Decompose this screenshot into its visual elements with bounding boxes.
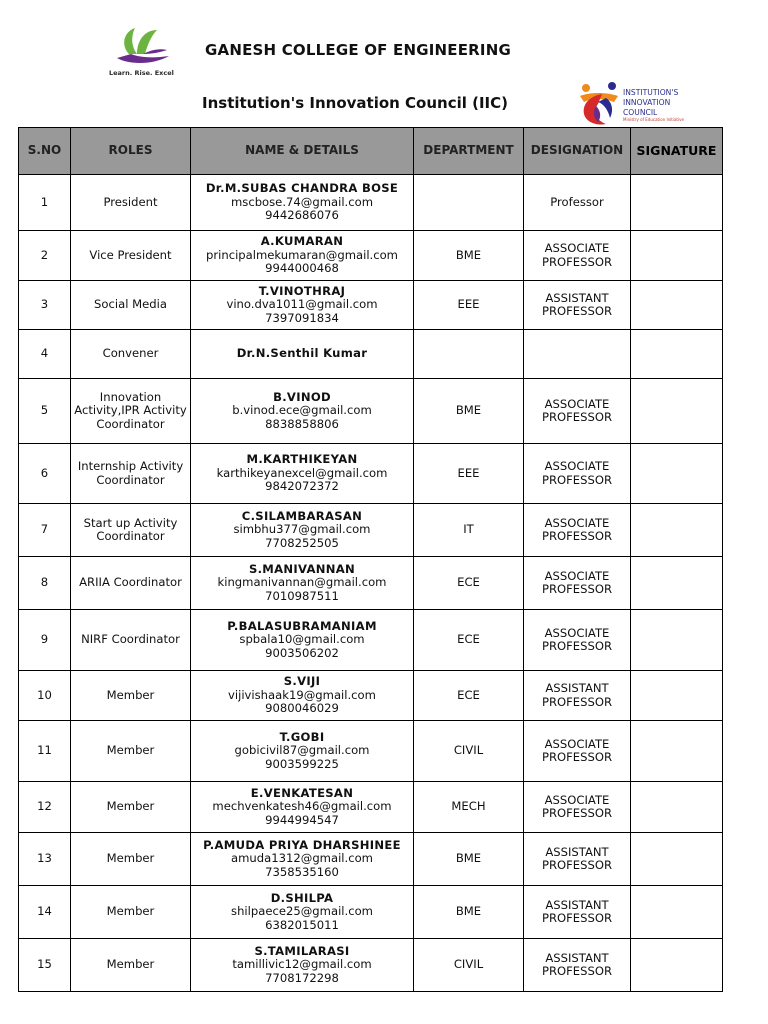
name-details-cell — [191, 782, 414, 833]
member-phone: 9003599225 — [265, 756, 339, 771]
table-row — [19, 330, 723, 379]
member-name: P.BALASUBRAMANIAM — [227, 618, 377, 633]
role-cell: Member — [71, 886, 191, 939]
iic-logo-line-2: INNOVATION — [623, 98, 671, 107]
college-logo — [107, 24, 175, 82]
serial-number-cell: 6 — [19, 444, 71, 504]
role-cell: Start up Activity Coordinator — [71, 504, 191, 557]
member-name: B.VINOD — [273, 389, 331, 404]
member-email: vino.dva1011@gmail.com — [226, 297, 378, 312]
role-cell: Member — [71, 939, 191, 992]
designation-cell: Professor — [524, 175, 631, 231]
designation-cell: ASSOCIATE PROFESSOR — [524, 610, 631, 671]
college-name: GANESH COLLEGE OF ENGINEERING — [205, 41, 511, 59]
column-header-designation: DESIGNATION — [524, 128, 631, 175]
table-row — [19, 782, 723, 833]
member-name: T.GOBI — [279, 729, 325, 744]
college-logo-tagline: Learn. Rise. Excel — [109, 69, 174, 77]
designation-cell: ASSISTANT PROFESSOR — [524, 833, 631, 886]
designation-cell: ASSOCIATE PROFESSOR — [524, 782, 631, 833]
department-cell: ECE — [414, 610, 524, 671]
member-name: C.SILAMBARASAN — [241, 508, 363, 523]
name-details-cell — [191, 721, 414, 782]
member-phone: 7358535160 — [265, 864, 339, 879]
member-phone: 7708252505 — [265, 535, 339, 550]
member-email: shilpaece25@gmail.com — [231, 904, 373, 919]
name-details-cell — [191, 886, 414, 939]
iic-logo-line-3: COUNCIL — [623, 108, 658, 117]
signature-cell — [631, 782, 723, 833]
name-details-cell — [191, 281, 414, 330]
role-cell: ARIIA Coordinator — [71, 557, 191, 610]
table-row — [19, 557, 723, 610]
member-email: b.vinod.ece@gmail.com — [232, 403, 372, 418]
column-header-signature: SIGNATURE — [631, 128, 723, 175]
role-cell: Member — [71, 671, 191, 721]
serial-number-cell: 13 — [19, 833, 71, 886]
signature-cell — [631, 504, 723, 557]
serial-number-cell: 10 — [19, 671, 71, 721]
table-body — [19, 175, 723, 992]
designation-cell: ASSOCIATE PROFESSOR — [524, 379, 631, 444]
serial-number-cell: 12 — [19, 782, 71, 833]
role-cell: Convener — [71, 330, 191, 379]
department-cell: BME — [414, 379, 524, 444]
iic-members-table — [18, 127, 723, 992]
designation-cell: ASSOCIATE PROFESSOR — [524, 557, 631, 610]
table-header-row — [19, 128, 723, 175]
member-name: S.MANIVANNAN — [248, 561, 356, 576]
role-cell: Innovation Activity,IPR Activity Coordinator — [71, 379, 191, 444]
department-cell: BME — [414, 231, 524, 281]
member-email: mechvenkatesh46@gmail.com — [212, 799, 392, 814]
member-name: T.VINOTHRAJ — [258, 283, 346, 298]
table-row — [19, 281, 723, 330]
signature-cell — [631, 886, 723, 939]
table-row — [19, 939, 723, 992]
designation-cell: ASSOCIATE PROFESSOR — [524, 444, 631, 504]
member-email: vijivishaak19@gmail.com — [228, 687, 376, 702]
iic-logo-mark-icon — [576, 80, 622, 128]
signature-cell — [631, 231, 723, 281]
table-row — [19, 886, 723, 939]
member-phone: 9944000468 — [265, 261, 339, 276]
designation-cell: ASSISTANT PROFESSOR — [524, 671, 631, 721]
role-cell: Vice President — [71, 231, 191, 281]
name-details-cell — [191, 379, 414, 444]
member-phone: 7397091834 — [265, 310, 339, 325]
name-details-cell — [191, 610, 414, 671]
member-phone: 9842072372 — [265, 479, 339, 494]
department-cell: EEE — [414, 444, 524, 504]
member-name: M.KARTHIKEYAN — [246, 452, 358, 467]
role-cell: Social Media — [71, 281, 191, 330]
department-cell — [414, 330, 524, 379]
member-phone: 7708172298 — [265, 970, 339, 985]
member-phone: 9442686076 — [265, 208, 339, 223]
council-title: Institution's Innovation Council (IIC) — [202, 94, 508, 112]
department-cell: CIVIL — [414, 721, 524, 782]
college-logo-mark-icon — [107, 24, 175, 68]
member-email: spbala10@gmail.com — [239, 632, 365, 647]
member-name: A.KUMARAN — [260, 234, 344, 249]
designation-cell: ASSISTANT PROFESSOR — [524, 281, 631, 330]
member-name: Dr.M.SUBAS CHANDRA BOSE — [205, 181, 399, 196]
designation-cell: ASSOCIATE PROFESSOR — [524, 231, 631, 281]
role-cell: Internship Activity Coordinator — [71, 444, 191, 504]
serial-number-cell: 1 — [19, 175, 71, 231]
department-cell: BME — [414, 833, 524, 886]
department-cell: IT — [414, 504, 524, 557]
serial-number-cell: 11 — [19, 721, 71, 782]
name-details-cell — [191, 330, 414, 379]
table-row — [19, 379, 723, 444]
name-details-cell — [191, 939, 414, 992]
designation-cell — [524, 330, 631, 379]
member-name: E.VENKATESAN — [250, 785, 354, 800]
signature-cell — [631, 175, 723, 231]
department-cell: ECE — [414, 671, 524, 721]
table-row — [19, 833, 723, 886]
table-row — [19, 231, 723, 281]
department-cell: CIVIL — [414, 939, 524, 992]
iic-logo-subtext: Ministry of Education Initiative — [623, 117, 684, 122]
signature-cell — [631, 671, 723, 721]
member-phone: 7010987511 — [265, 588, 339, 603]
serial-number-cell: 5 — [19, 379, 71, 444]
designation-cell: ASSOCIATE PROFESSOR — [524, 504, 631, 557]
role-cell: Member — [71, 833, 191, 886]
table-row — [19, 504, 723, 557]
member-phone: 9003506202 — [265, 645, 339, 660]
serial-number-cell: 15 — [19, 939, 71, 992]
table-row — [19, 610, 723, 671]
member-phone: 6382015011 — [265, 917, 339, 932]
member-email: mscbose.74@gmail.com — [230, 194, 373, 209]
department-cell — [414, 175, 524, 231]
name-details-cell — [191, 444, 414, 504]
designation-cell: ASSOCIATE PROFESSOR — [524, 721, 631, 782]
department-cell: EEE — [414, 281, 524, 330]
role-cell: President — [71, 175, 191, 231]
table-row — [19, 721, 723, 782]
role-cell: NIRF Coordinator — [71, 610, 191, 671]
signature-cell — [631, 281, 723, 330]
serial-number-cell: 2 — [19, 231, 71, 281]
department-cell: BME — [414, 886, 524, 939]
member-email: gobicivil87@gmail.com — [234, 743, 370, 758]
signature-cell — [631, 557, 723, 610]
role-cell: Member — [71, 721, 191, 782]
name-details-cell — [191, 175, 414, 231]
designation-cell: ASSISTANT PROFESSOR — [524, 886, 631, 939]
iic-logo-line-1: INSTITUTION'S — [623, 88, 679, 97]
serial-number-cell: 4 — [19, 330, 71, 379]
column-header-name-details: NAME & DETAILS — [191, 128, 414, 175]
department-cell: MECH — [414, 782, 524, 833]
member-phone: 9944994547 — [265, 812, 339, 827]
member-email: principalmekumaran@gmail.com — [206, 247, 398, 262]
serial-number-cell: 7 — [19, 504, 71, 557]
member-phone: 9080046029 — [265, 701, 339, 716]
signature-cell — [631, 330, 723, 379]
serial-number-cell: 3 — [19, 281, 71, 330]
designation-cell: ASSISTANT PROFESSOR — [524, 939, 631, 992]
name-details-cell — [191, 231, 414, 281]
iic-logo — [576, 80, 706, 128]
table-row — [19, 444, 723, 504]
member-phone: 8838858806 — [265, 416, 339, 431]
member-email: karthikeyanexcel@gmail.com — [216, 465, 388, 480]
member-name: P.AMUDA PRIYA DHARSHINEE — [203, 837, 401, 852]
table-row — [19, 175, 723, 231]
signature-cell — [631, 833, 723, 886]
signature-cell — [631, 610, 723, 671]
column-header-sno: S.NO — [19, 128, 71, 175]
signature-cell — [631, 939, 723, 992]
member-name: S.VIJI — [283, 674, 321, 689]
member-email: kingmanivannan@gmail.com — [217, 575, 387, 590]
member-email: simbhu377@gmail.com — [233, 522, 371, 537]
signature-cell — [631, 379, 723, 444]
name-details-cell — [191, 671, 414, 721]
role-cell: Member — [71, 782, 191, 833]
member-name: S.TAMILARASI — [254, 943, 350, 958]
member-email: amuda1312@gmail.com — [231, 851, 373, 866]
column-header-roles: ROLES — [71, 128, 191, 175]
serial-number-cell: 14 — [19, 886, 71, 939]
column-header-department: DEPARTMENT — [414, 128, 524, 175]
name-details-cell — [191, 557, 414, 610]
name-details-cell — [191, 504, 414, 557]
member-name: D.SHILPA — [270, 890, 334, 905]
member-name: Dr.N.Senthil Kumar — [236, 346, 368, 361]
signature-cell — [631, 444, 723, 504]
table-row — [19, 671, 723, 721]
serial-number-cell: 9 — [19, 610, 71, 671]
serial-number-cell: 8 — [19, 557, 71, 610]
member-email: tamillivic12@gmail.com — [232, 957, 372, 972]
name-details-cell — [191, 833, 414, 886]
signature-cell — [631, 721, 723, 782]
department-cell: ECE — [414, 557, 524, 610]
iic-logo-text — [623, 88, 678, 118]
